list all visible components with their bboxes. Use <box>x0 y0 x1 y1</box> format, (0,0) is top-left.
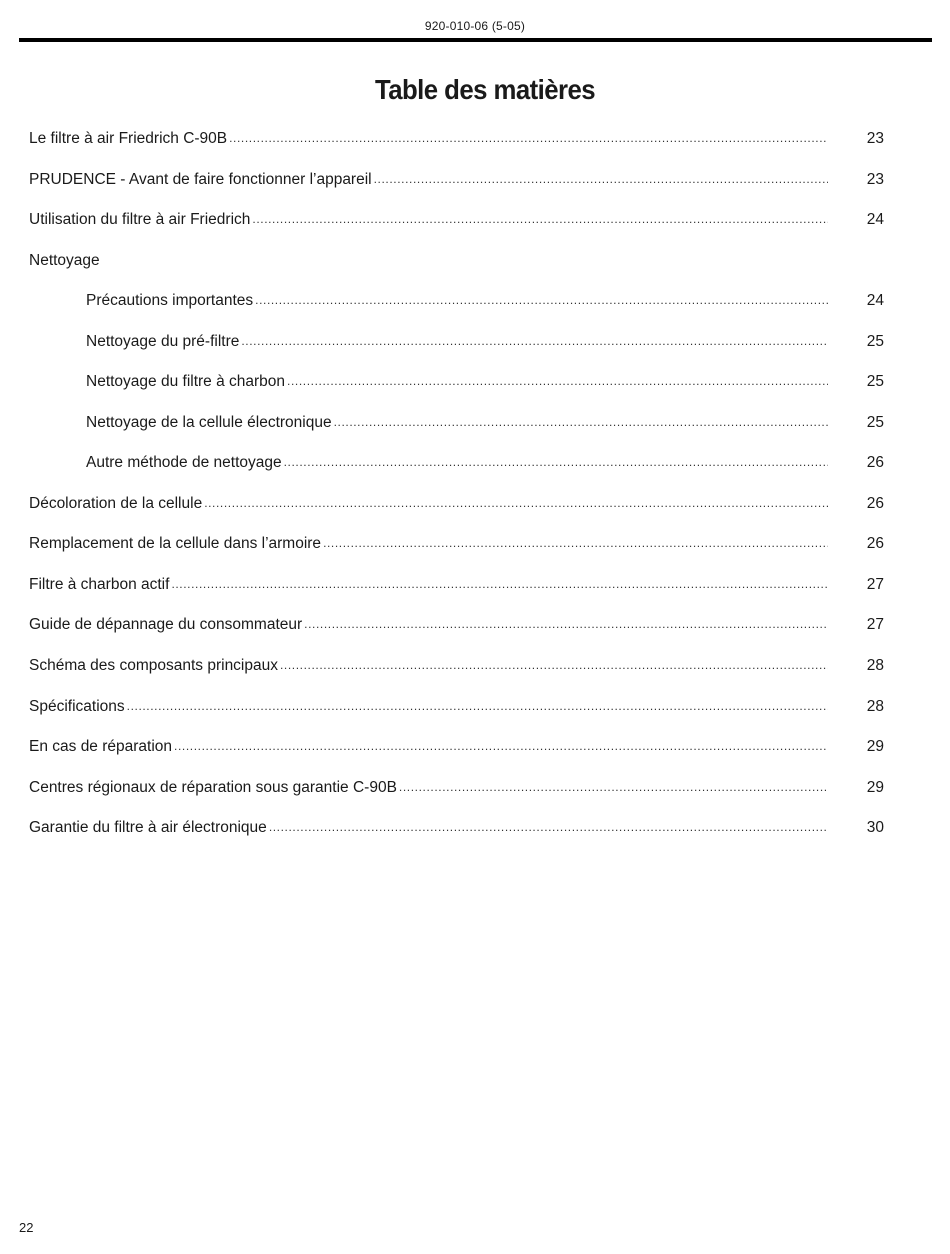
toc-entry[interactable] <box>29 210 884 230</box>
page-title: Table des matières <box>374 74 596 105</box>
toc-entry-label: Le filtre à air Friedrich C-90B <box>29 130 228 147</box>
toc-entry-label: Décoloration de la cellule <box>29 495 203 512</box>
toc-entry-label: Spécifications <box>29 698 125 715</box>
toc-entry[interactable] <box>29 818 884 838</box>
toc-entry-label: Nettoyage <box>29 252 100 269</box>
toc-entry-page: 23 <box>866 130 884 147</box>
toc-entry-page: 23 <box>866 171 884 188</box>
toc-leader-dots <box>287 371 828 391</box>
toc-entry[interactable] <box>29 534 884 554</box>
toc-entry-label: Utilisation du filtre à air Friedrich <box>29 211 251 228</box>
toc-leader-dots <box>280 655 828 675</box>
toc-subentry[interactable] <box>86 291 884 311</box>
toc-entry-label: Nettoyage de la cellule électronique <box>86 414 332 431</box>
toc-entry-page: 24 <box>866 211 884 228</box>
toc-entry[interactable] <box>29 129 884 149</box>
header-rule <box>19 38 932 42</box>
toc-entry-page: 27 <box>866 616 884 633</box>
toc-entry[interactable] <box>29 737 884 757</box>
toc-entry-page: 25 <box>866 333 884 350</box>
toc-entry-label: Autre méthode de nettoyage <box>86 454 282 471</box>
toc-entry-label: Filtre à charbon actif <box>29 576 170 593</box>
toc-leader-dots <box>241 331 828 351</box>
toc-entry[interactable] <box>29 170 884 190</box>
toc-entry-page: 28 <box>866 657 884 674</box>
toc-entry[interactable] <box>29 615 884 635</box>
toc-entry-label: Garantie du filtre à air électronique <box>29 819 267 836</box>
toc-entry-page: 28 <box>866 698 884 715</box>
toc-entry-page: 26 <box>866 535 884 552</box>
toc-entry-page: 27 <box>866 576 884 593</box>
toc-leader-dots <box>252 209 828 229</box>
toc-subentry[interactable] <box>86 413 884 433</box>
toc-entry-label: Remplacement de la cellule dans l’armoire <box>29 535 322 552</box>
toc-subentry[interactable] <box>86 453 884 473</box>
toc-entry-label: Précautions importantes <box>86 292 254 309</box>
toc-leader-dots <box>334 412 828 432</box>
toc-entry-page: 26 <box>866 495 884 512</box>
toc-subentry[interactable] <box>86 372 884 392</box>
toc-section-heading <box>29 251 884 271</box>
toc-entry-label: Schéma des composants principaux <box>29 657 278 674</box>
toc-entry-page: 25 <box>866 373 884 390</box>
toc-entry[interactable] <box>29 656 884 676</box>
toc-leader-dots <box>399 777 828 797</box>
toc-leader-dots <box>284 452 828 472</box>
toc-entry-label: PRUDENCE - Avant de faire fonctionner l’appareil <box>29 171 372 188</box>
toc-entry-label: Centres régionaux de réparation sous garantie C-90B <box>29 779 397 796</box>
toc-entry-label: Guide de dépannage du consommateur <box>29 616 303 633</box>
toc-entry[interactable] <box>29 494 884 514</box>
document-code: 920-010-06 (5-05) <box>424 19 526 33</box>
toc-entry-page: 29 <box>866 738 884 755</box>
toc-leader-dots <box>255 290 828 310</box>
toc-leader-dots <box>323 533 828 553</box>
toc-entry-page: 24 <box>866 292 884 309</box>
toc-entry[interactable] <box>29 575 884 595</box>
page-number: 22 <box>19 1220 34 1235</box>
toc-entry-label: En cas de réparation <box>29 738 173 755</box>
toc-entry-page: 30 <box>866 819 884 836</box>
toc-leader-dots <box>204 493 828 513</box>
toc-entry-label: Nettoyage du pré-filtre <box>86 333 240 350</box>
toc-entry[interactable] <box>29 778 884 798</box>
toc-leader-dots <box>127 696 828 716</box>
toc-leader-dots <box>269 817 828 837</box>
toc-leader-dots <box>374 169 828 189</box>
toc-leader-dots <box>229 128 828 148</box>
toc-entry-label: Nettoyage du filtre à charbon <box>86 373 286 390</box>
toc-entry-page: 26 <box>866 454 884 471</box>
toc-entry-page: 29 <box>866 779 884 796</box>
toc-leader-dots <box>171 574 828 594</box>
toc-leader-dots <box>174 736 828 756</box>
toc-subentry[interactable] <box>86 332 884 352</box>
toc-entry-page: 25 <box>866 414 884 431</box>
toc-entry[interactable] <box>29 697 884 717</box>
toc-leader-dots <box>304 614 828 634</box>
